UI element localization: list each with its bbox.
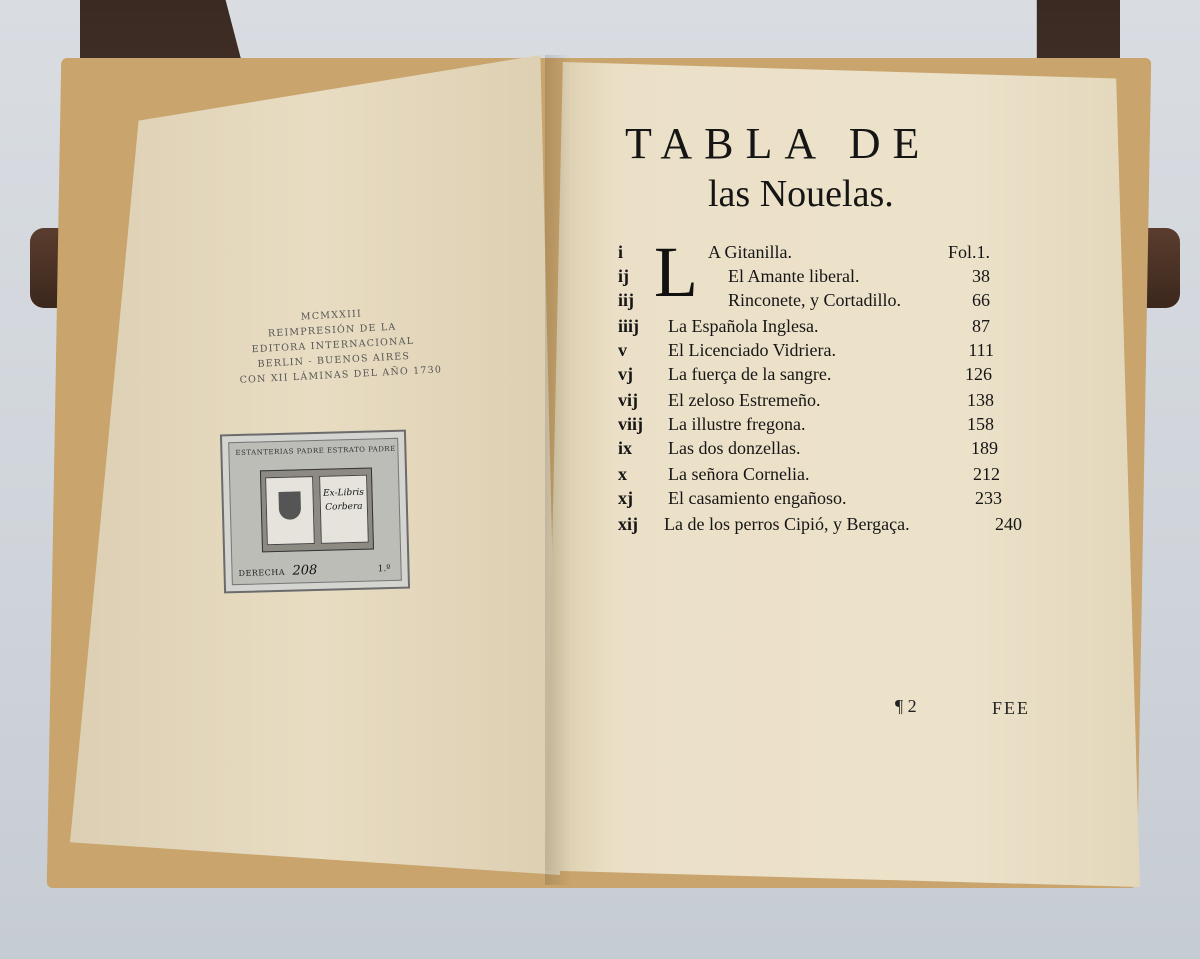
toc-entry <box>618 266 990 290</box>
toc-entry <box>618 340 994 364</box>
toc-folio: 111 <box>968 340 994 360</box>
imprint-line: MCMXXIII <box>300 308 363 323</box>
imprint-text <box>236 303 443 388</box>
toc-entry <box>618 464 1000 488</box>
imprint-line: CON XII LÁMINAS DEL AÑO 1730 <box>239 364 443 386</box>
toc-folio: 233 <box>975 488 1002 508</box>
imprint-line: REIMPRESIÓN DE LA <box>267 321 397 340</box>
toc-title: La de los perros Cipió, y Bergaça. <box>664 514 910 534</box>
drop-cap: L <box>654 232 698 312</box>
open-book-icon <box>260 467 374 552</box>
toc-entry <box>618 514 1022 538</box>
bookplate-motto-line: Corbera <box>325 501 363 513</box>
toc-folio: Fol.1. <box>947 242 990 262</box>
coat-of-arms-icon <box>278 491 301 520</box>
spine-shadow <box>545 55 571 885</box>
toc-number: iiij <box>618 316 639 336</box>
toc-entry <box>618 290 990 314</box>
bookplate <box>220 430 410 594</box>
toc-number: ix <box>618 438 633 458</box>
toc-number: x <box>618 464 627 484</box>
bookplate-frame <box>228 438 402 585</box>
toc-title: El casamiento engañoso. <box>668 488 847 508</box>
imprint-line: BERLIN - BUENOS AIRES <box>257 350 411 370</box>
bookplate-right-leaf <box>319 475 369 544</box>
toc-title: El zeloso Estremeño. <box>668 390 821 410</box>
bookplate-motto <box>320 486 367 515</box>
toc-folio: 158 <box>967 414 994 434</box>
toc-folio: 126 <box>965 364 992 384</box>
toc-title: Las dos donzellas. <box>668 438 801 458</box>
catchword: FEE <box>992 698 1031 718</box>
toc-number: v <box>618 340 627 360</box>
toc-number: iij <box>618 290 634 310</box>
bookplate-label: DERECHA <box>238 567 286 579</box>
signature-mark: ¶ 2 <box>895 696 917 716</box>
toc-number: xj <box>618 488 633 508</box>
toc-entry <box>618 390 994 414</box>
toc-title: La fuerça de la sangre. <box>668 364 832 384</box>
bookplate-left-leaf <box>265 476 315 545</box>
toc-title: La Española Inglesa. <box>668 316 819 336</box>
imprint-line: EDITORA INTERNACIONAL <box>251 335 415 356</box>
bookplate-motto-line: Ex-Libris <box>322 487 365 499</box>
toc-number: vj <box>618 364 633 384</box>
toc-entry <box>618 488 1002 512</box>
toc-title: Rinconete, y Cortadillo. <box>728 290 901 310</box>
toc-folio: 189 <box>971 438 998 458</box>
bookplate-number: 208 <box>292 562 318 579</box>
toc-number: vij <box>618 390 638 410</box>
toc-number: viij <box>618 414 643 434</box>
toc-entry <box>618 364 992 388</box>
toc-entry <box>618 242 990 266</box>
toc-folio: 66 <box>972 290 990 310</box>
toc-entry <box>618 438 998 462</box>
toc-entry <box>618 316 990 340</box>
toc-title: El Licenciado Vidriera. <box>668 340 837 360</box>
toc-folio: 38 <box>972 266 990 286</box>
toc-folio: 240 <box>995 514 1022 534</box>
toc-title: A Gitanilla. <box>708 242 792 262</box>
bookplate-header: ESTANTERIAS PADRE ESTRATO PADRE <box>235 444 396 458</box>
toc-number: i <box>618 242 624 262</box>
toc-folio: 212 <box>973 464 1000 484</box>
toc-title: La señora Cornelia. <box>668 464 810 484</box>
bookplate-volume: 1.º <box>377 564 391 575</box>
page-title: TABLA DE <box>625 119 932 168</box>
page-subtitle: las Nouelas. <box>708 173 894 215</box>
toc-entry <box>618 414 994 438</box>
toc-folio: 138 <box>967 390 994 410</box>
toc-number: xij <box>618 514 638 534</box>
toc-title: El Amante liberal. <box>728 266 860 286</box>
toc-folio: 87 <box>972 316 990 336</box>
toc-title: La illustre fregona. <box>668 414 806 434</box>
toc-number: ij <box>618 266 629 286</box>
